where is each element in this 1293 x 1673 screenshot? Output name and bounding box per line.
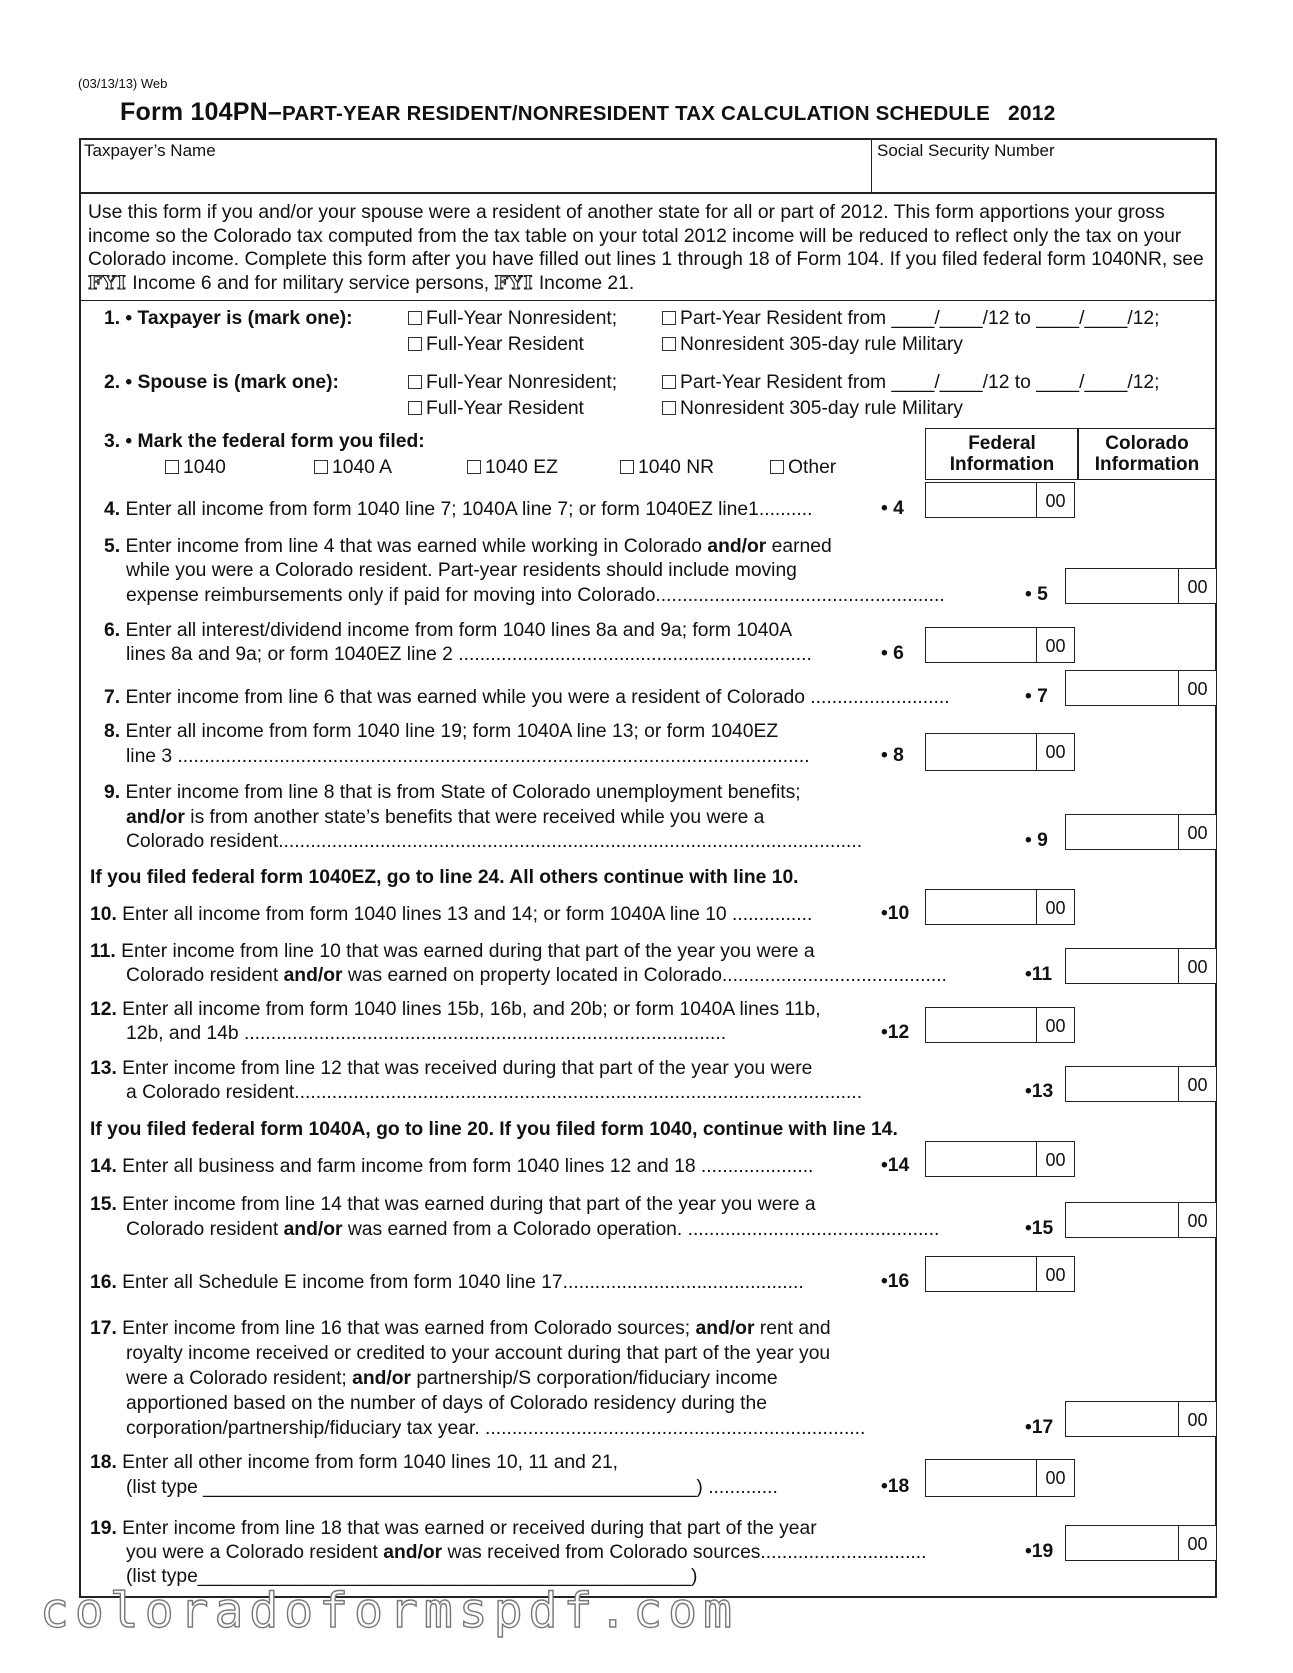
colorado-column-header: Colorado Information bbox=[1077, 428, 1217, 480]
form-number: Form 104PN bbox=[120, 98, 268, 126]
cents-cell: 00 bbox=[1178, 1067, 1216, 1101]
checkbox[interactable] bbox=[408, 311, 422, 325]
cents-cell: 00 bbox=[1178, 1526, 1216, 1560]
line15-text: 15. Enter income from line 14 that was earned during that part of the year you were a bbox=[90, 1194, 816, 1215]
cents-cell: 00 bbox=[1036, 483, 1074, 517]
cents-cell: 00 bbox=[1178, 569, 1216, 603]
line5-ref: • 5 bbox=[1025, 584, 1048, 605]
checkbox[interactable] bbox=[770, 460, 784, 474]
line12-ref: •12 bbox=[881, 1022, 910, 1043]
form-1040a-option[interactable]: 1040 A bbox=[314, 457, 392, 479]
line13-text: 13. Enter income from line 12 that was received during that part of the year you were bbox=[90, 1058, 813, 1079]
line9-text: 9. Enter income from line 8 that is from State of Colorado unemployment benefits; bbox=[104, 782, 801, 803]
line8-ref: • 8 bbox=[881, 745, 904, 766]
cents-cell: 00 bbox=[1036, 734, 1074, 770]
line17-text-2: royalty income received or credited to your account during that part of the year you bbox=[126, 1343, 831, 1364]
form-1040nr-option[interactable]: 1040 NR bbox=[620, 457, 714, 479]
line13-text-2: a Colorado resident.......................................................................................................... bbox=[126, 1082, 863, 1103]
line15-ref: •15 bbox=[1025, 1218, 1054, 1239]
line9-colorado-input[interactable] bbox=[1065, 814, 1217, 850]
form-description: PART-YEAR RESIDENT/NONRESIDENT TAX CALCULATION SCHEDULE bbox=[282, 102, 991, 125]
cents-cell: 00 bbox=[1036, 1257, 1074, 1291]
line5-colorado-input[interactable] bbox=[1065, 568, 1217, 604]
line9-ref: • 9 bbox=[1025, 830, 1048, 851]
line11-text-2: Colorado resident and/or was earned on property located in Colorado.......................................... bbox=[126, 965, 947, 986]
line4-federal-input[interactable] bbox=[925, 482, 1075, 518]
line16-ref: •16 bbox=[881, 1271, 910, 1292]
title-dash: – bbox=[267, 98, 282, 126]
fyi-logo: FYI bbox=[88, 271, 127, 294]
tax-year: 2012 bbox=[1008, 102, 1056, 125]
federal-column-header: Federal Information bbox=[925, 428, 1079, 480]
cents-cell: 00 bbox=[1178, 949, 1216, 983]
line19-text: 19. Enter income from line 18 that was earned or received during that part of the year bbox=[90, 1518, 817, 1539]
cents-cell: 00 bbox=[1036, 1008, 1074, 1042]
line13-ref: •13 bbox=[1025, 1081, 1054, 1102]
taxpayer-name-field[interactable] bbox=[84, 162, 864, 190]
form-1040-option[interactable]: 1040 bbox=[165, 457, 226, 479]
line3-label: 3. • Mark the federal form you filed: bbox=[104, 431, 425, 452]
checkbox[interactable] bbox=[165, 460, 179, 474]
line18-text: 18. Enter all other income from form 1040 lines 10, 11 and 21, bbox=[90, 1452, 619, 1473]
line11-colorado-input[interactable] bbox=[1065, 948, 1217, 984]
line4-text: 4. Enter all income from form 1040 line 7; 1040A line 7; or form 1040EZ line1.......... bbox=[104, 499, 813, 520]
line12-text: 12. Enter all income from form 1040 lines 15b, 16b, and 20b; or form 1040A lines 11b, bbox=[90, 999, 821, 1020]
checkbox[interactable] bbox=[662, 375, 676, 389]
line16-text: 16. Enter all Schedule E income from form 1040 line 17............................................. bbox=[90, 1272, 804, 1293]
line17-text: 17. Enter income from line 16 that was earned from Colorado sources; and/or rent and bbox=[90, 1318, 831, 1339]
line4-ref: • 4 bbox=[881, 498, 904, 519]
instructions-paragraph: Use this form if you and/or your spouse were a resident of another state for all or part of 2012. This form apportions your gross income so the Colorado tax computed from the tax table on your total 2012 income will be reduced to reflect only the tax on your Colorado income. Complete this form after you have filled out lines 1 through 18 of Form 104. If you filed federal form 1040NR, see FYI Income 6 and for military service persons, FYI Income 21. bbox=[88, 202, 1204, 294]
cents-cell: 00 bbox=[1036, 1142, 1074, 1176]
line19-list-type[interactable]: (list type______________________________________________) bbox=[126, 1566, 698, 1587]
line2-label: 2. • Spouse is (mark one): bbox=[104, 372, 339, 393]
line16-federal-input[interactable] bbox=[925, 1256, 1075, 1292]
ssn-field[interactable] bbox=[877, 162, 1207, 190]
cents-cell: 00 bbox=[1036, 1460, 1074, 1496]
line19-colorado-input[interactable] bbox=[1065, 1525, 1217, 1561]
line9-text-2: and/or is from another state’s benefits that were received while you were a bbox=[126, 807, 765, 828]
spouse-fy-resident-option[interactable]: Full-Year Resident bbox=[408, 398, 584, 420]
checkbox[interactable] bbox=[662, 401, 676, 415]
checkbox[interactable] bbox=[314, 460, 328, 474]
cents-cell: 00 bbox=[1178, 1203, 1216, 1237]
line6-ref: • 6 bbox=[881, 643, 904, 664]
line8-text: 8. Enter all income from form 1040 line 19; form 1040A line 13; or form 1040EZ bbox=[104, 721, 779, 742]
line18-ref: •18 bbox=[881, 1476, 910, 1497]
line7-text: 7. Enter income from line 6 that was earned while you were a resident of Colorado .......................... bbox=[104, 687, 950, 708]
instruction-note-1040ez: If you filed federal form 1040EZ, go to line 24. All others continue with line 10. bbox=[90, 867, 799, 888]
line19-ref: •19 bbox=[1025, 1541, 1054, 1562]
fyi-logo: FYI bbox=[494, 271, 534, 294]
form-version: (03/13/13) Web bbox=[78, 76, 168, 91]
line17-colorado-input[interactable] bbox=[1065, 1401, 1217, 1437]
line5-text-2: while you were a Colorado resident. Part-year residents should include moving bbox=[126, 560, 797, 581]
line7-ref: • 7 bbox=[1025, 686, 1048, 707]
line10-text: 10. Enter all income from form 1040 lines 13 and 14; or form 1040A line 10 ............... bbox=[90, 904, 813, 925]
line17-text-5: corporation/partnership/fiduciary tax year. ....................................................................... bbox=[126, 1418, 866, 1439]
line8-text-2: line 3 ...................................................................................................................... bbox=[126, 746, 810, 767]
line15-colorado-input[interactable] bbox=[1065, 1202, 1217, 1238]
line14-federal-input[interactable] bbox=[925, 1141, 1075, 1177]
line14-ref: •14 bbox=[881, 1155, 910, 1176]
line7-colorado-input[interactable] bbox=[1065, 670, 1217, 706]
checkbox[interactable] bbox=[620, 460, 634, 474]
section-divider bbox=[79, 300, 1217, 301]
line6-text: 6. Enter all interest/dividend income from form 1040 lines 8a and 9a; form 1040A bbox=[104, 620, 793, 641]
cents-cell: 00 bbox=[1178, 1402, 1216, 1436]
spouse-military-option[interactable]: Nonresident 305-day rule Military bbox=[662, 398, 963, 420]
line11-text: 11. Enter income from line 10 that was earned during that part of the year you were a bbox=[90, 941, 815, 962]
checkbox[interactable] bbox=[662, 337, 676, 351]
line6-federal-input[interactable] bbox=[925, 627, 1075, 663]
line12-federal-input[interactable] bbox=[925, 1007, 1075, 1043]
line6-text-2: lines 8a and 9a; or form 1040EZ line 2 .................................................................. bbox=[126, 644, 812, 665]
ssn-divider bbox=[871, 138, 872, 194]
checkbox[interactable] bbox=[467, 460, 481, 474]
line17-ref: •17 bbox=[1025, 1417, 1054, 1438]
checkbox[interactable] bbox=[408, 401, 422, 415]
line13-colorado-input[interactable] bbox=[1065, 1066, 1217, 1102]
line11-ref: •11 bbox=[1025, 964, 1053, 985]
line8-federal-input[interactable] bbox=[925, 733, 1075, 771]
form-title bbox=[120, 98, 1056, 127]
taxpayer-fy-nonresident-option[interactable]: Full-Year Nonresident; bbox=[408, 308, 617, 330]
line9-text-3: Colorado resident............................................................................................................. bbox=[126, 831, 863, 852]
form-1040ez-option[interactable]: 1040 EZ bbox=[467, 457, 558, 479]
site-watermark: coloradoformspdf.com bbox=[40, 1583, 738, 1639]
form-other-option[interactable]: Other bbox=[770, 457, 836, 479]
cents-cell: 00 bbox=[1036, 890, 1074, 924]
line17-text-3: were a Colorado resident; and/or partnership/S corporation/fiduciary income bbox=[126, 1368, 778, 1389]
line15-text-2: Colorado resident and/or was earned from a Colorado operation. ............................................... bbox=[126, 1219, 940, 1240]
taxpayer-fy-resident-option[interactable]: Full-Year Resident bbox=[408, 334, 584, 356]
cents-cell: 00 bbox=[1178, 671, 1216, 705]
line5-text-3: expense reimbursements only if paid for moving into Colorado...................................................... bbox=[126, 585, 945, 606]
line14-text: 14. Enter all business and farm income from form 1040 lines 12 and 18 ..................... bbox=[90, 1156, 814, 1177]
spouse-part-year-option[interactable]: Part-Year Resident from ____/____/12 to ____/____/12; bbox=[662, 372, 1160, 394]
line18-federal-input[interactable] bbox=[925, 1459, 1075, 1497]
cents-cell: 00 bbox=[1178, 815, 1216, 849]
checkbox[interactable] bbox=[408, 337, 422, 351]
line5-text: 5. Enter income from line 4 that was earned while working in Colorado and/or earned bbox=[104, 536, 832, 557]
line12-text-2: 12b, and 14b .......................................................................................... bbox=[126, 1023, 727, 1044]
cents-cell: 00 bbox=[1036, 628, 1074, 662]
line18-list-type[interactable]: (list type ______________________________________________) ............. bbox=[126, 1477, 778, 1498]
taxpayer-military-option[interactable]: Nonresident 305-day rule Military bbox=[662, 334, 963, 356]
line10-federal-input[interactable] bbox=[925, 889, 1075, 925]
taxpayer-name-label: Taxpayer’s Name bbox=[84, 141, 216, 160]
line17-text-4: apportioned based on the number of days of Colorado residency during the bbox=[126, 1393, 767, 1414]
checkbox[interactable] bbox=[662, 311, 676, 325]
line10-ref: •10 bbox=[881, 903, 910, 924]
checkbox[interactable] bbox=[408, 375, 422, 389]
taxpayer-part-year-option[interactable]: Part-Year Resident from ____/____/12 to ____/____/12; bbox=[662, 308, 1160, 330]
spouse-fy-nonresident-option[interactable]: Full-Year Nonresident; bbox=[408, 372, 617, 394]
line1-label: 1. • Taxpayer is (mark one): bbox=[104, 308, 353, 329]
instruction-note-1040a: If you filed federal form 1040A, go to line 20. If you filed form 1040, continue with line 14. bbox=[90, 1119, 898, 1140]
ssn-label: Social Security Number bbox=[877, 141, 1055, 160]
line19-text-2: you were a Colorado resident and/or was received from Colorado sources............................... bbox=[126, 1542, 927, 1563]
